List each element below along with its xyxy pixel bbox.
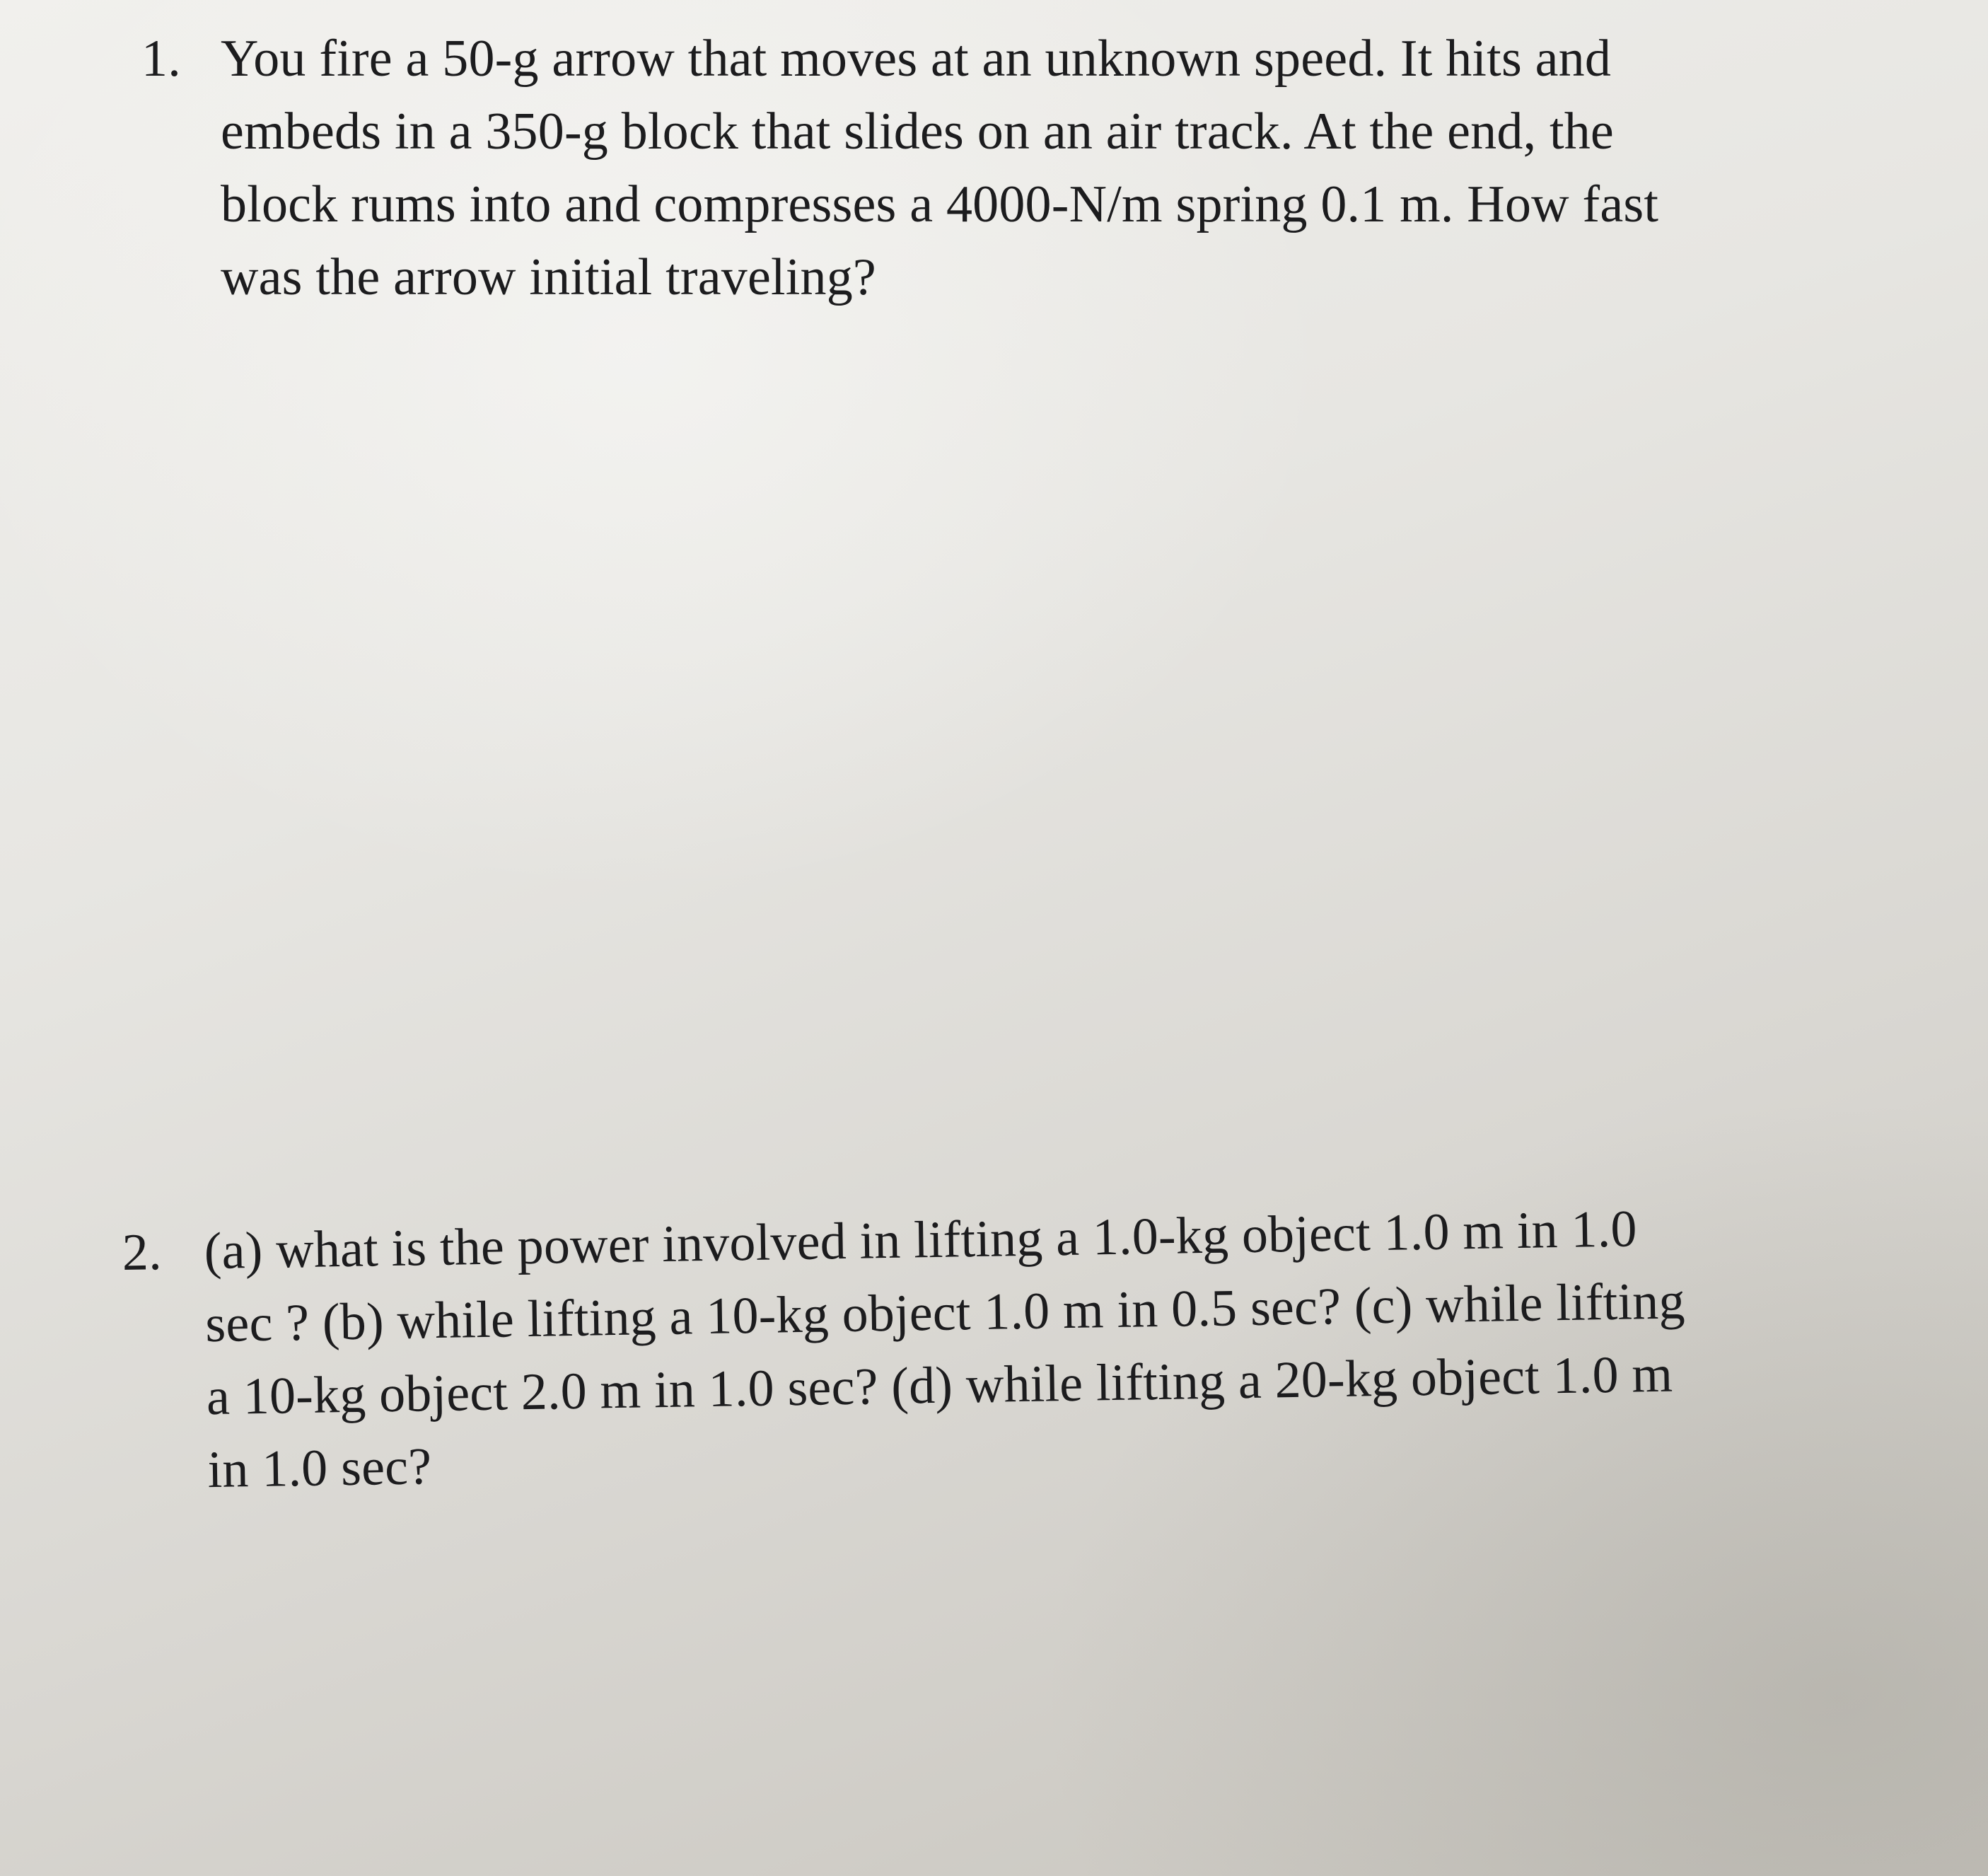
problem-1-number: 1. xyxy=(141,30,181,88)
problem-2-line: (a) what is the power involved in lifting a 1.0-kg object 1.0 m in 1.0 xyxy=(204,1200,1638,1281)
problem-1-line: was the arrow initial traveling? xyxy=(221,248,876,306)
problem-2 xyxy=(122,1188,1922,1508)
problem-1 xyxy=(141,23,1839,314)
problem-1-text xyxy=(221,23,1839,314)
problem-1-line: embeds in a 350-g block that slides on an air track. At the end, the xyxy=(221,103,1614,161)
problem-1-line: You fire a 50-g arrow that moves at an unknown speed. It hits and xyxy=(221,30,1612,88)
problem-2-number: 2. xyxy=(122,1223,163,1282)
problem-2-line: sec ? (b) while lifting a 10-kg object 1.0 m in 0.5 sec? (c) while lifting xyxy=(204,1272,1686,1354)
problem-2-text xyxy=(204,1188,1922,1507)
problem-1-line: block rums into and compresses a 4000-N/m spring 0.1 m. How fast xyxy=(221,175,1659,233)
problem-2-line: a 10-kg object 2.0 m in 1.0 sec? (d) while lifting a 20-kg object 1.0 m xyxy=(206,1345,1673,1427)
problem-2-line: in 1.0 sec? xyxy=(207,1437,432,1500)
